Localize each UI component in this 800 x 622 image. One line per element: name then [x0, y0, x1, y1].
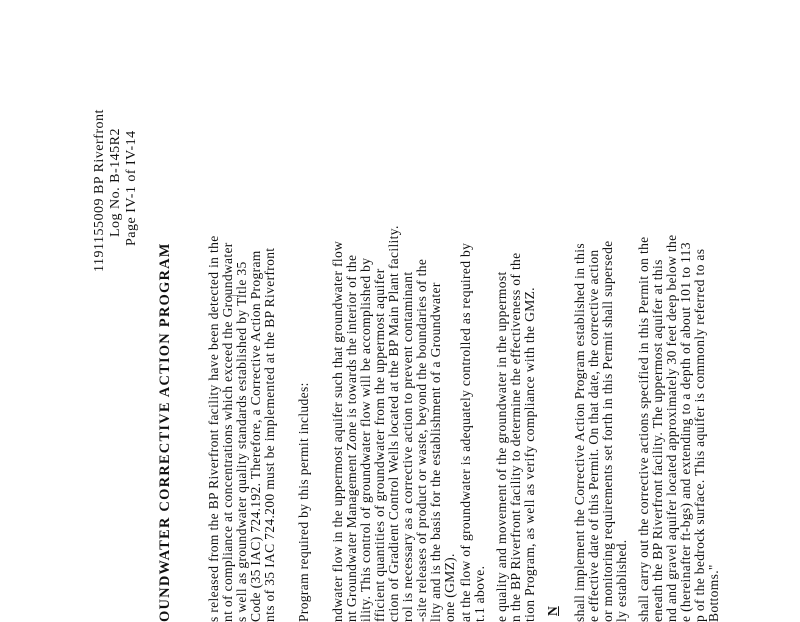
text-line: s well as groundwater quality standards established by Title 35: [235, 261, 249, 622]
header-log-number: Log No. B-145R2: [108, 128, 124, 237]
text-line: ndwater flow in the uppermost aquifer such that groundwater flow: [331, 241, 345, 622]
text-line: s released from the BP Riverfront facility have been detected in the: [207, 235, 221, 622]
text-line: Program required by this permit includes:: [297, 382, 311, 622]
text-line: nts of 35 IAC 724.200 must be implemented at the BP Riverfront: [263, 248, 277, 622]
text-line: one (GMZ).: [443, 553, 457, 622]
text-line: e effective date of this Permit. On that date, the corrective action: [587, 249, 601, 622]
text-line: lity and is the basis for the establishment of a Groundwater: [429, 282, 443, 622]
text-line: p of the bedrock surface. This aquifer is commonly referred to as: [693, 249, 707, 622]
text-line: nd and gravel aquifer located approximately 30 feet deep below the: [665, 235, 679, 622]
section-heading: N: [545, 606, 561, 616]
header-page-number: Page IV-1 of IV-14: [124, 130, 140, 246]
text-line: t.1 above.: [473, 566, 487, 622]
text-line: shall carry out the corrective actions specified in this Permit on the: [637, 236, 651, 622]
section-title: OUNDWATER CORRECTIVE ACTION PROGRAM: [157, 242, 174, 622]
text-line: e quality and movement of the groundwater in the uppermost: [495, 271, 509, 622]
text-line: nt Groundwater Management Zone is towards the interior of the: [345, 255, 359, 622]
text-line: at the flow of groundwater is adequately controlled as required by: [459, 243, 473, 622]
text-line: tion Program, as well as verify compliance with the GMZ.: [523, 287, 537, 622]
text-line: -site releases of product or waste, beyond the boundaries of the: [415, 259, 429, 622]
text-line: ility. This control of groundwater flow will be accomplished by: [359, 258, 373, 622]
text-line: shall implement the Corrective Action Program established in this: [573, 243, 587, 622]
text-line: fficient quantities of groundwater from the uppermost aquifer: [373, 268, 387, 622]
text-line: e (hereinafter ft-bgs) and extending to a depth of about 101 to 113: [679, 242, 693, 622]
text-line: eneath the BP Riverfront facility. The uppermost aquifer at this: [651, 259, 665, 622]
text-line: ction of Gradient Control Wells located at the BP Main Plant facility.: [387, 225, 401, 622]
text-line: Bottoms.": [707, 564, 721, 622]
text-line: Code (35 IAC) 724.192. Therefore, a Corrective Action Program: [249, 250, 263, 622]
text-line: rol is necessary as a corrective action to prevent contaminant: [401, 272, 415, 622]
text-line: ly established.: [615, 540, 629, 622]
text-line: or monitoring requirements set forth in this Permit shall supersede: [601, 240, 615, 622]
text-line: n the BP Riverfront facility to determine the effectiveness of the: [509, 253, 523, 622]
text-line: nt of compliance at concentrations which exceed the Groundwater: [221, 242, 235, 622]
header-doc-id-facility: 1191155009 BP Riverfront: [92, 109, 108, 272]
